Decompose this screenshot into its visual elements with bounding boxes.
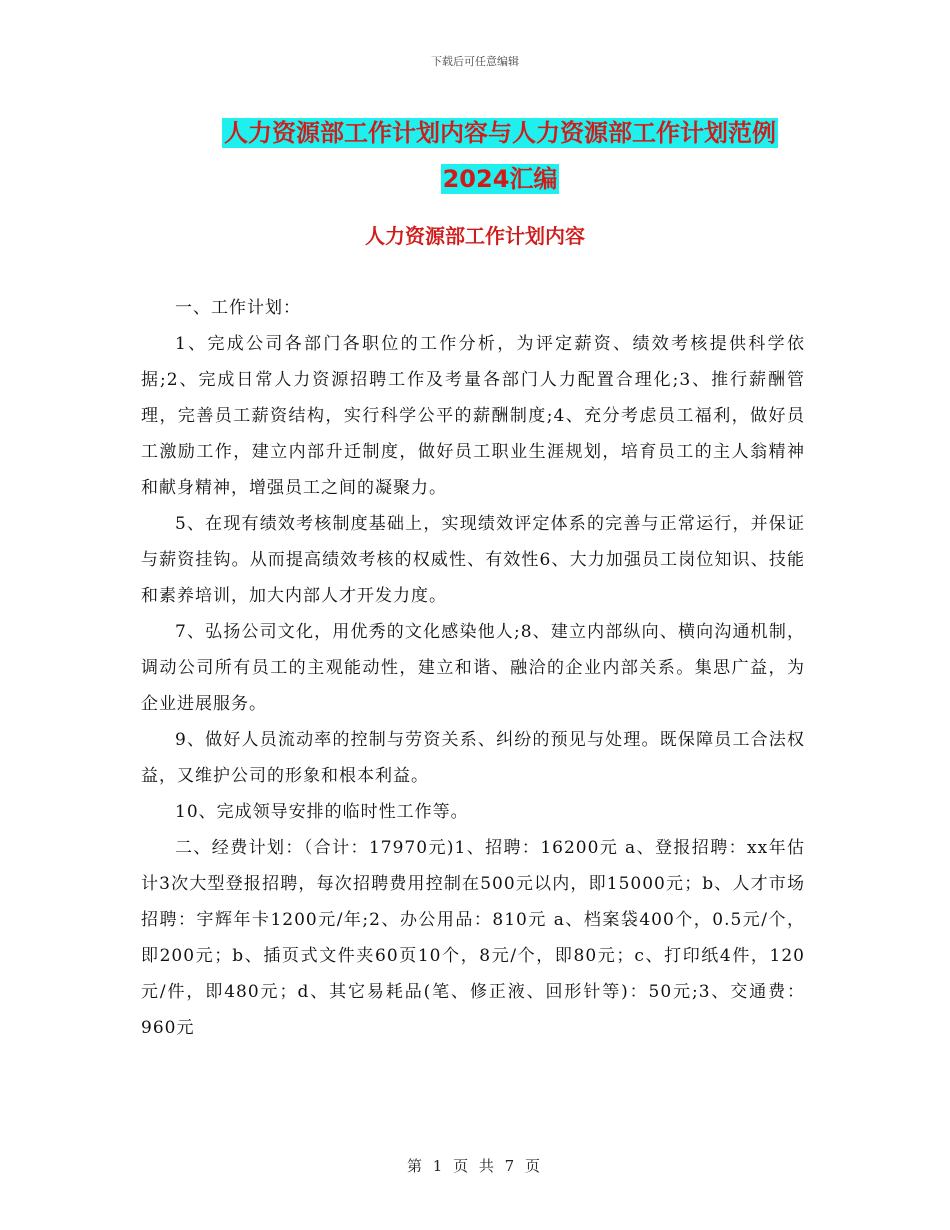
- document-title-line1: 人力资源部工作计划内容与人力资源部工作计划范例: [224, 119, 776, 147]
- page-number-footer: 第 1 页 共 7 页: [407, 1157, 543, 1175]
- document-title: [140, 110, 860, 202]
- paragraph: 7、弘扬公司文化，用优秀的文化感染他人;8、建立内部纵向、横向沟通机制，调动公司所有员工的主观能动性，建立和谐、融洽的企业内部关系。集思广益，为企业进展服务。: [141, 622, 805, 714]
- paragraph: 二、经费计划：（合计：17970元)1、招聘：16200元 a、登报招聘：xx年估计3次大型登报招聘，每次招聘费用控制在500元以内，即15000元；b、人才市场招聘：宇辉年卡1200元/年;2、办公用品：810元 a、档案袋400个，0.5元/个，即200元；b、插页式文件夹60页10个，8元/个，即80元；c、打印纸4件，120元/件，即480元；d、其它易耗品(笔、修正液、回形针等)：50元;3、交通费：960元: [141, 838, 805, 1038]
- header-note: 下载后可任意编辑: [431, 55, 519, 68]
- document-body: [141, 290, 805, 1046]
- paragraph: 10、完成领导安排的临时性工作等。: [175, 802, 469, 822]
- document-title-line2: 2024汇编: [442, 165, 558, 193]
- section-title: 人力资源部工作计划内容: [365, 224, 585, 248]
- paragraph: 一、工作计划：: [175, 298, 301, 318]
- paragraph: 1、完成公司各部门各职位的工作分析，为评定薪资、绩效考核提供科学依据;2、完成日常人力资源招聘工作及考量各部门人力配置合理化;3、推行薪酬管理，完善员工薪资结构，实行科学公平的薪酬制度;4、充分考虑员工福利，做好员工激励工作，建立内部升迁制度，做好员工职业生涯规划，培育员工的主人翁精神和献身精神，增强员工之间的凝聚力。: [141, 334, 805, 498]
- paragraph: 9、做好人员流动率的控制与劳资关系、纠纷的预见与处理。既保障员工合法权益，又维护公司的形象和根本利益。: [141, 730, 805, 786]
- paragraph: 5、在现有绩效考核制度基础上，实现绩效评定体系的完善与正常运行，并保证与薪资挂钩。从而提高绩效考核的权威性、有效性6、大力加强员工岗位知识、技能和素养培训，加大内部人才开发力度。: [141, 514, 805, 606]
